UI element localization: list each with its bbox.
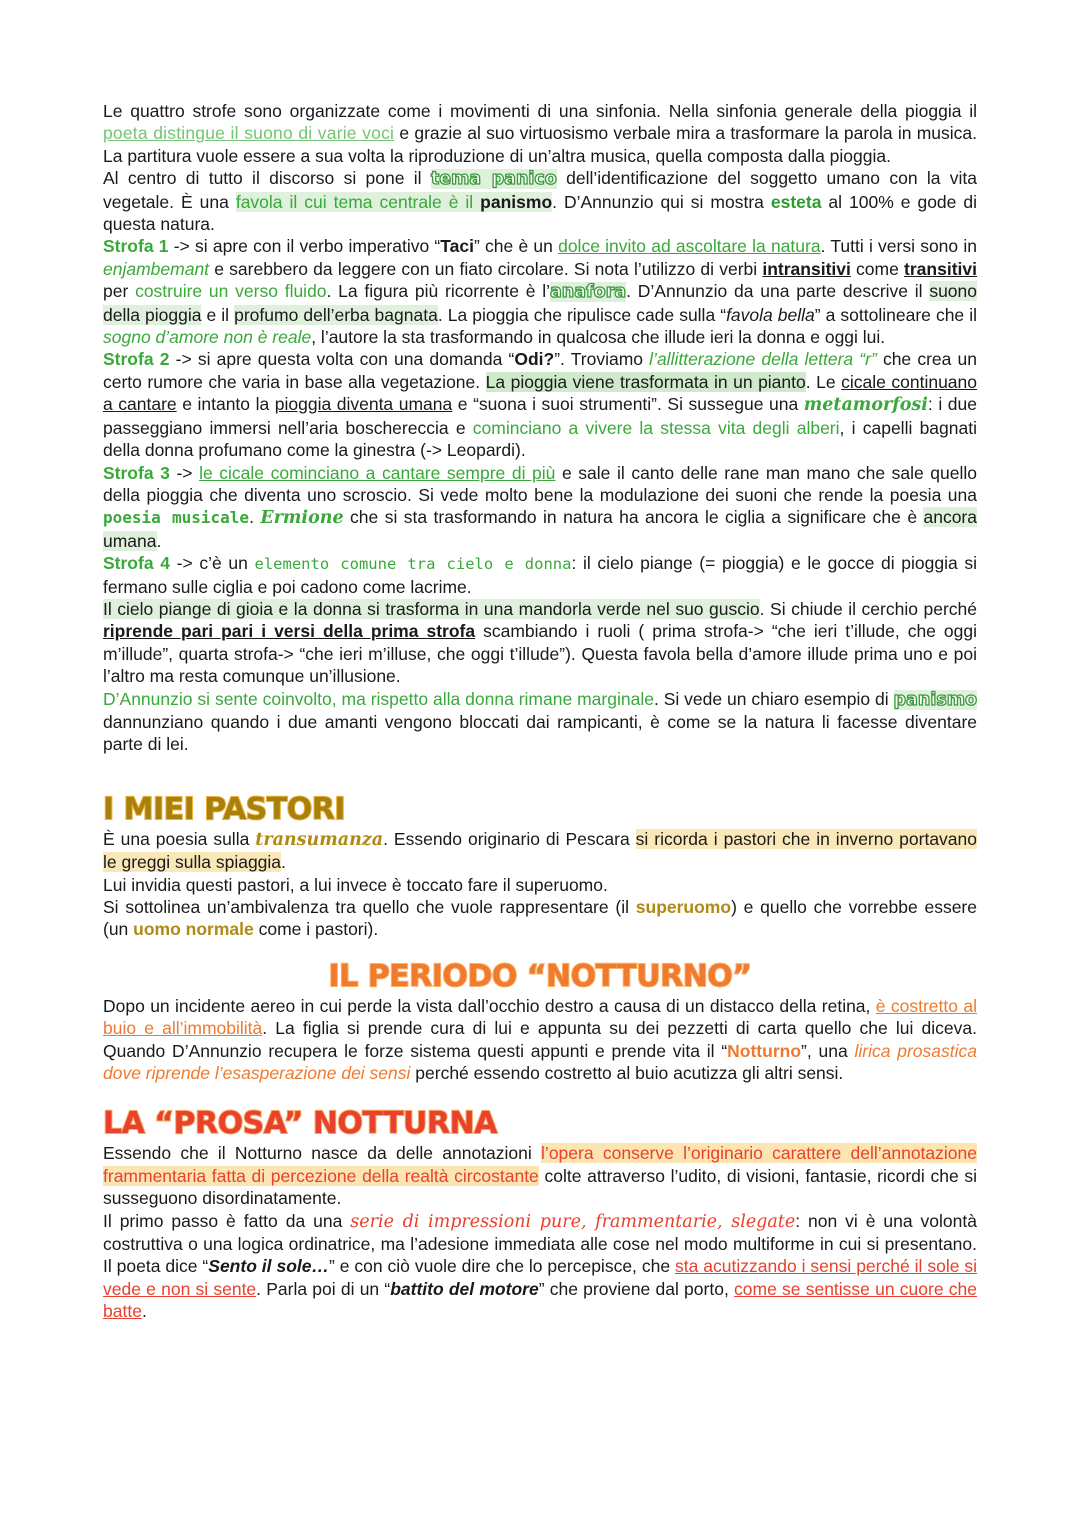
paragraph-cerchio: Il cielo piange di gioia e la donna si trasforma in una mandorla verde nel suo guscio. Si chiude il cerchio perché riprende pari pari i versi della prima strofa scambiando i ruoli ( prima strofa-> “che ieri t’illude, che oggi m’illude”, quarta strofa-> “che ieri m’illuse, che oggi t’illude”). Questa favola bella d’amore illude prima uno e poi l’altro ma resta comunque un’illusione. <box>103 598 977 687</box>
document-body <box>103 100 977 1323</box>
paragraph-panismo: Al centro di tutto il discorso si pone il tema panico dell’identificazione del soggetto umano con la vita vegetale. È una favola il cui tema centrale è il panismo. D’Annunzio qui si mostra esteta al 100% e gode di questa natura. <box>103 168 978 235</box>
heading-periodo-notturno: IL PERIODO “NOTTURNO” <box>328 958 752 994</box>
paragraph-prosa-annotazioni: Essendo che il Notturno nasce da delle annotazioni l’opera conserve l’originario carattere dell’annotazione frammentaria fatta di percezione della realtà circostante colte attraverso l’udito, di visioni, fantasie, ricordi che si susseguono disordinatamente. <box>103 1143 977 1209</box>
paragraph-prosa-impressioni: Il primo passo è fatto da una serie di impressioni pure, frammentarie, slegate: non vi è una volontà costruttiva o una logica ordinatrice, ma l’adesione immediata alle cose nel modo multiforme in cui si presentano. Il poeta dice “Sento il sole…” e con ciò vuole dire che lo percepisce, che sta acutizzando i sensi perché il sole si vede e non si sente. Parla poi di un “battito del motore” che proviene dal porto, come se sentisse un cuore che batte. <box>103 1210 978 1322</box>
paragraph-strofa-1: Strofa 1 -> si apre con il verbo imperativo “Taci” che è un dolce invito ad ascoltare la natura. Tutti i versi sono in enjambemant e sarebbero da leggere con un fiato circolare. Si nota l’utilizzo di verbi intransitivi come transitivi per costruire un verso fluido. La figura più ricorrente è l’anafora. D’Annunzio da una parte descrive il suono della pioggia e il profumo dell’erba bagnata. La pioggia che ripulisce cade sulla “favola bella” a sottolineare che il sogno d’amore non è reale, l’autore la sta trasformando in qualcosa che illude ieri la donna e oggi lui. <box>103 236 977 348</box>
paragraph-strofa-2: Strofa 2 -> si apre questa volta con una domanda “Odi?”. Troviamo l’allitterazione della lettera “r” che crea un certo rumore che varia in base alla vegetazione. La pioggia viene trasformata in un pianto. Le cicale continuano a cantare e intanto la pioggia diventa umana e “suona i suoi strumenti”. Si sussegue una metamorfosi: i due passeggiano immersi nell’aria boschereccia e cominciano a vivere la stessa vita degli alberi, i capelli bagnati della donna profumano come la ginestra (-> Leopardi). <box>103 349 977 461</box>
paragraph-periodo-notturno: Dopo un incidente aereo in cui perde la vista dall’occhio destro a causa di un distacco della retina, è costretto al buio e all’immobilità. La figlia si prende cura di lui e appunta su dei pezzetti di carta quello che lui diceva. Quando D’Annunzio recupera le forze sistema questi appunti e prende vita il “Notturno”, una lirica prosastica dove riprende l’esasperazione dei sensi perché essendo costretto al buio acutizza gli altri sensi. <box>103 995 977 1084</box>
heading-prosa-notturna: LA “PROSA” NOTTURNA <box>103 1106 497 1142</box>
paragraph-strofa-4: Strofa 4 -> c’è un elemento comune tra cielo e donna: il cielo piange (= pioggia) e le gocce di pioggia si fermano sulle ciglia e poi cadono come lacrime. <box>103 553 978 597</box>
paragraph-coinvolto: D’Annunzio si sente coinvolto, ma rispetto alla donna rimane marginale. Si vede un chiaro esempio di panismo dannunziano quando i due amanti vengono bloccati dai rampicanti, è come se la natura li facesse diventare parte di lei. <box>103 688 977 755</box>
heading-i-miei-pastori: I MIEI PASTORI <box>103 791 346 827</box>
paragraph-pastori-ambivalenza: Si sottolinea un’ambivalenza tra quello che vuole rappresentare (il superuomo) e quello che vorrebbe essere (un uomo normale come i pastori). <box>103 897 977 940</box>
paragraph-strofa-3: Strofa 3 -> le cicale cominciano a cantare sempre di più e sale il canto delle rane man mano che sale quello della pioggia che diventa uno scroscio. Si vede molto bene la modulazione dei suoni che rende la poesia una poesia musicale. Ermione che si sta trasformando in natura ha ancora le ciglia a significare che è ancora umana. <box>103 462 978 551</box>
paragraph-pastori-invidia: Lui invidia questi pastori, a lui invece è toccato fare il superuomo. <box>103 874 608 895</box>
paragraph-pastori-transumanza: È una poesia sulla transumanza. Essendo originario di Pescara si ricorda i pastori che in inverno portavano le greggi sulla spiaggia. <box>103 828 978 873</box>
paragraph-sinfonia: Le quattro strofe sono organizzate come i movimenti di una sinfonia. Nella sinfonia generale della pioggia il poeta distingue il suono di varie voci e grazie al suo virtuosismo verbale mira a trasformare la parola in musica. La partitura vuole essere a sua volta la riproduzione di un’altra musica, quella composta dalla pioggia. <box>103 101 977 166</box>
